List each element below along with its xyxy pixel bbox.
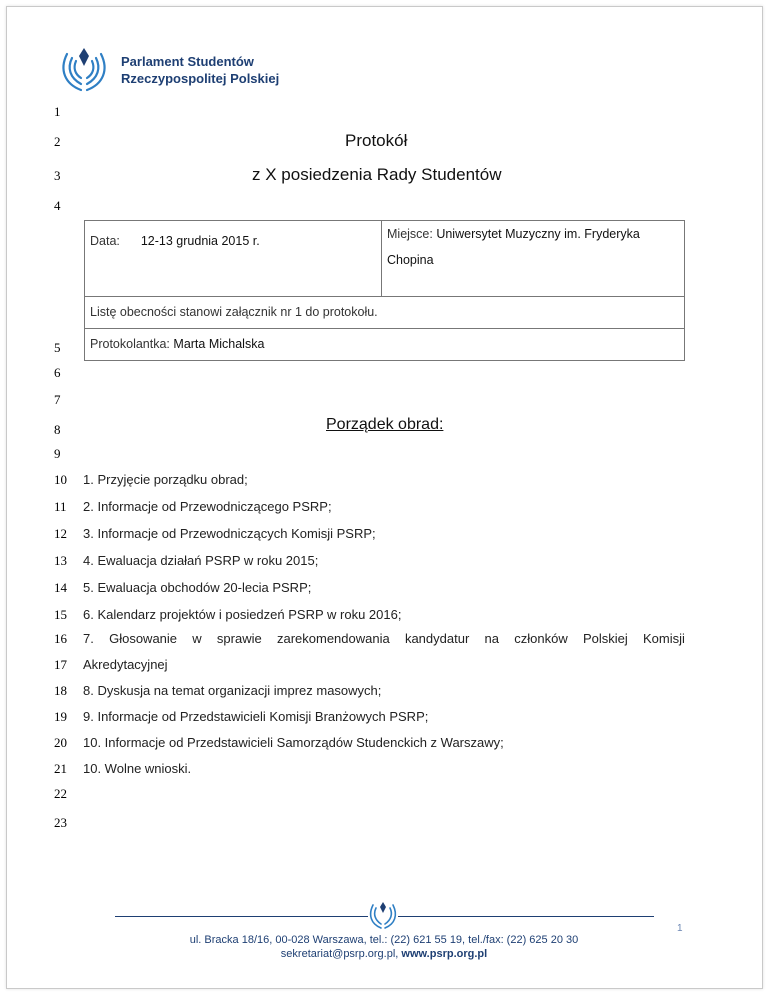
agenda-item-7-word: kandydatur bbox=[404, 631, 470, 646]
org-name-line1: Parlament Studentów bbox=[121, 54, 254, 69]
line-number: 14 bbox=[54, 580, 67, 595]
line-number: 11 bbox=[54, 499, 67, 514]
line-number: 23 bbox=[54, 815, 67, 830]
line-number: 5 bbox=[54, 340, 61, 355]
line-number: 10 bbox=[54, 472, 67, 487]
line-number: 1 bbox=[54, 104, 61, 119]
footer-separator: , bbox=[395, 948, 402, 960]
place-label: Miejsce: bbox=[387, 227, 433, 241]
agenda-item-7-word: zarekomendowania bbox=[276, 631, 390, 646]
agenda-item-7 bbox=[83, 631, 685, 646]
line-number: 15 bbox=[54, 607, 67, 622]
place-value-line2: Chopina bbox=[387, 253, 434, 267]
attendance-cell bbox=[85, 297, 685, 329]
document-subtitle: z X posiedzenia Rady Studentów bbox=[252, 165, 502, 184]
agenda-item-7-word: na bbox=[484, 631, 499, 646]
line-number: 19 bbox=[54, 709, 67, 724]
agenda-item-7-word: Głosowanie bbox=[109, 631, 178, 646]
agenda-item-10: 10. Informacje od Przedstawicieli Samorządów Studenckich z Warszawy; bbox=[83, 735, 504, 750]
recorder-cell bbox=[85, 329, 685, 361]
footer-rule-right bbox=[398, 916, 654, 917]
agenda-item-9: 9. Informacje od Przedstawicieli Komisji Branżowych PSRP; bbox=[83, 709, 429, 724]
agenda-item-6: 6. Kalendarz projektów i posiedzeń PSRP w roku 2016; bbox=[83, 607, 402, 622]
meeting-info-table bbox=[84, 220, 685, 361]
line-number: 21 bbox=[54, 761, 67, 776]
psrp-logo-icon bbox=[55, 44, 113, 94]
agenda-heading: Porządek obrad: bbox=[326, 416, 444, 433]
line-number: 13 bbox=[54, 553, 67, 568]
agenda-item-7-word: członków bbox=[514, 631, 568, 646]
line-number: 3 bbox=[54, 168, 61, 183]
date-label: Data: bbox=[90, 234, 120, 248]
footer-email[interactable]: sekretariat@psrp.org.pl bbox=[280, 948, 396, 960]
footer-address: ul. Bracka 18/16, 00-028 Warszawa, tel.: (22) 621 55 19, tel./fax: (22) 625 20 30 bbox=[189, 934, 579, 946]
info-row-attendance bbox=[85, 297, 685, 329]
line-number: 22 bbox=[54, 786, 67, 801]
line-number: 8 bbox=[54, 422, 61, 437]
info-row-recorder bbox=[85, 329, 685, 361]
info-row-date-place bbox=[85, 221, 685, 297]
document-title: Protokół bbox=[345, 131, 408, 150]
agenda-item-11: 10. Wolne wnioski. bbox=[83, 761, 192, 776]
date-value: 12-13 grudnia 2015 r. bbox=[140, 234, 260, 248]
attendance-text: Listę obecności stanowi załącznik nr 1 do protokołu. bbox=[90, 305, 378, 319]
place-cell bbox=[382, 221, 685, 297]
place-value-line1: Uniwersytet Muzyczny im. Fryderyka bbox=[436, 227, 640, 241]
agenda-item-1: 1. Przyjęcie porządku obrad; bbox=[83, 472, 248, 487]
agenda-item-3: 3. Informacje od Przewodniczących Komisji PSRP; bbox=[83, 526, 376, 541]
agenda-item-2: 2. Informacje od Przewodniczącego PSRP; bbox=[83, 499, 332, 514]
agenda-item-4: 4. Ewaluacja działań PSRP w roku 2015; bbox=[83, 553, 319, 568]
footer-rule-left bbox=[115, 916, 368, 917]
line-number: 2 bbox=[54, 134, 61, 149]
agenda-item-5: 5. Ewaluacja obchodów 20-lecia PSRP; bbox=[83, 580, 312, 595]
agenda-item-7-word: Polskiej bbox=[582, 631, 628, 646]
line-number: 17 bbox=[54, 657, 67, 672]
agenda-item-7-continuation: Akredytacyjnej bbox=[83, 657, 168, 672]
line-number: 6 bbox=[54, 365, 61, 380]
recorder-value: Marta Michalska bbox=[173, 337, 265, 351]
org-name-line2: Rzeczypospolitej Polskiej bbox=[121, 71, 280, 86]
line-number: 4 bbox=[54, 198, 61, 213]
line-number: 9 bbox=[54, 446, 61, 461]
line-number: 12 bbox=[54, 526, 67, 541]
footer-website[interactable]: www.psrp.org.pl bbox=[401, 948, 488, 960]
psrp-footer-logo-icon bbox=[365, 900, 401, 930]
document-page bbox=[6, 6, 763, 989]
date-cell bbox=[85, 221, 382, 297]
agenda-item-8: 8. Dyskusja na temat organizacji imprez masowych; bbox=[83, 683, 382, 698]
agenda-item-7-word: Komisji bbox=[643, 631, 685, 646]
line-number: 7 bbox=[54, 392, 61, 407]
line-number: 16 bbox=[54, 631, 67, 646]
agenda-item-7-word: 7. bbox=[83, 631, 94, 646]
agenda-item-7-word: w bbox=[192, 631, 202, 646]
line-number: 18 bbox=[54, 683, 67, 698]
agenda-item-7-word: sprawie bbox=[216, 631, 262, 646]
page-number: 1 bbox=[677, 923, 683, 934]
organization-name bbox=[121, 53, 279, 87]
footer-contact bbox=[0, 948, 768, 960]
line-number: 20 bbox=[54, 735, 67, 750]
recorder-label: Protokolantka: bbox=[90, 337, 170, 351]
